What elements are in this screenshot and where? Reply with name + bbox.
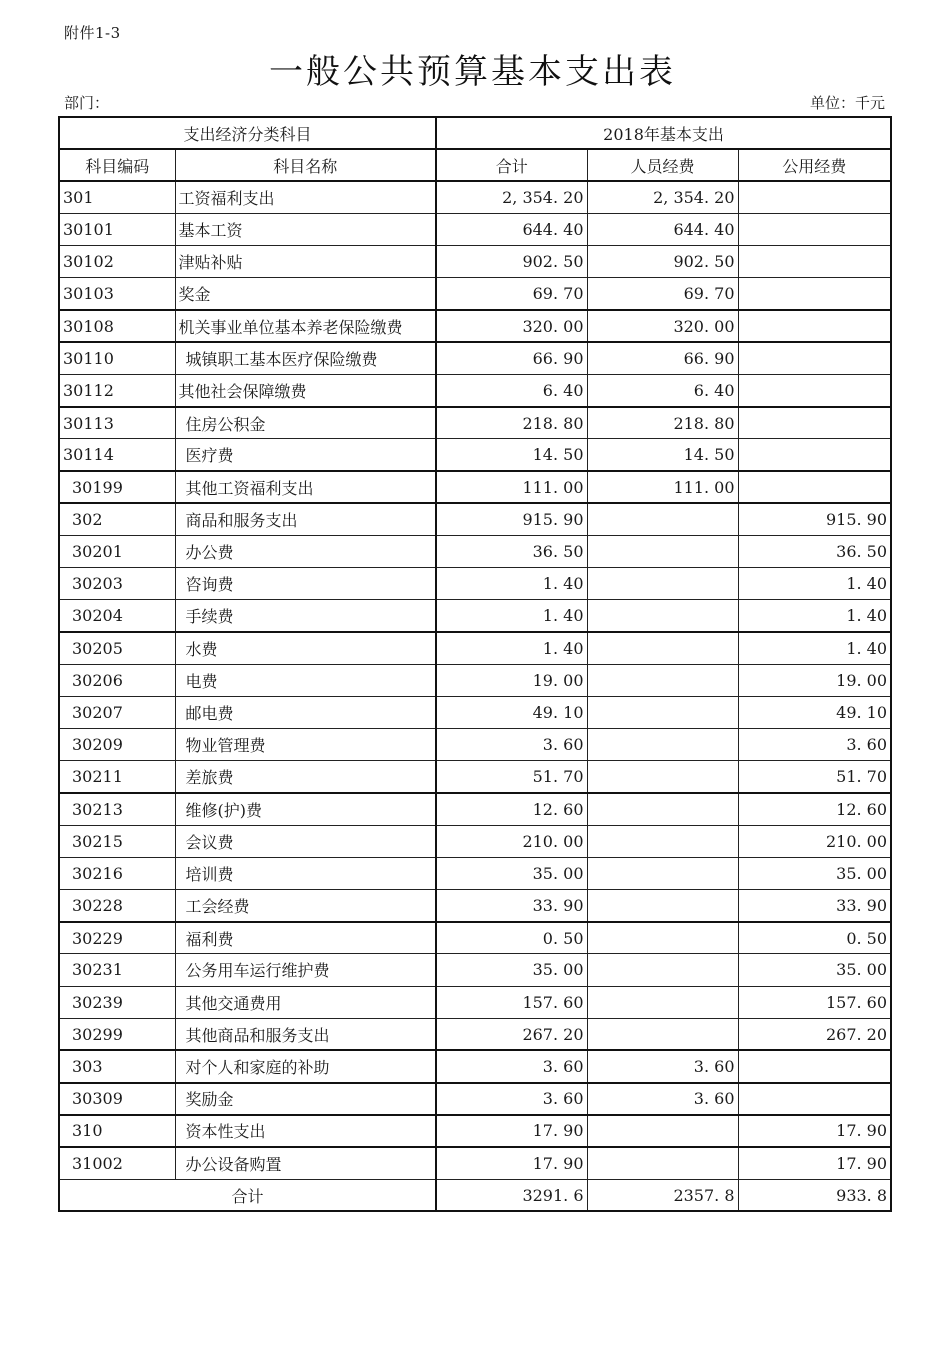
table-row — [59, 954, 891, 986]
cell-code: 301 — [59, 181, 175, 213]
cell-code: 30204 — [59, 600, 175, 632]
cell-public: 36. 50 — [738, 535, 891, 567]
cell-name: 其他商品和服务支出 — [175, 1018, 436, 1050]
cell-personnel: 3. 60 — [587, 1083, 738, 1115]
cell-code: 30101 — [59, 214, 175, 246]
cell-public — [738, 246, 891, 278]
table-row — [59, 857, 891, 889]
table-row — [59, 214, 891, 246]
cell-personnel: 902. 50 — [587, 246, 738, 278]
cell-personnel — [587, 1115, 738, 1147]
column-header-public: 公用经费 — [738, 149, 891, 181]
cell-name: 其他交通费用 — [175, 986, 436, 1018]
cell-total: 6. 40 — [436, 375, 587, 407]
cell-public: 0. 50 — [738, 922, 891, 954]
table-row — [59, 890, 891, 922]
cell-name: 维修(护)费 — [175, 793, 436, 825]
cell-public: 35. 00 — [738, 857, 891, 889]
cell-code: 30299 — [59, 1018, 175, 1050]
cell-code: 31002 — [59, 1147, 175, 1179]
cell-code: 30203 — [59, 568, 175, 600]
table-row — [59, 342, 891, 374]
cell-code: 30205 — [59, 632, 175, 664]
cell-total: 19. 00 — [436, 664, 587, 696]
cell-personnel — [587, 986, 738, 1018]
cell-public: 17. 90 — [738, 1115, 891, 1147]
cell-code: 30228 — [59, 890, 175, 922]
table-row — [59, 568, 891, 600]
table-row — [59, 535, 891, 567]
cell-total: 66. 90 — [436, 342, 587, 374]
cell-personnel — [587, 632, 738, 664]
cell-total: 320. 00 — [436, 310, 587, 342]
cell-name: 机关事业单位基本养老保险缴费 — [175, 310, 436, 342]
cell-code: 30231 — [59, 954, 175, 986]
table-row — [59, 664, 891, 696]
cell-total: 1. 40 — [436, 568, 587, 600]
column-header-personnel: 人员经费 — [587, 149, 738, 181]
cell-public — [738, 181, 891, 213]
table-row — [59, 1050, 891, 1082]
table-row — [59, 375, 891, 407]
cell-name: 会议费 — [175, 825, 436, 857]
cell-personnel: 6. 40 — [587, 375, 738, 407]
cell-total: 644. 40 — [436, 214, 587, 246]
cell-public: 157. 60 — [738, 986, 891, 1018]
budget-table — [58, 116, 892, 1212]
table-row — [59, 986, 891, 1018]
table-row — [59, 793, 891, 825]
cell-total: 157. 60 — [436, 986, 587, 1018]
cell-name: 商品和服务支出 — [175, 503, 436, 535]
cell-public: 12. 60 — [738, 793, 891, 825]
column-header-total: 合计 — [436, 149, 587, 181]
cell-public: 915. 90 — [738, 503, 891, 535]
cell-personnel — [587, 729, 738, 761]
table-row — [59, 407, 891, 439]
cell-total: 33. 90 — [436, 890, 587, 922]
department-label: 部门： — [64, 94, 110, 112]
cell-total: 111. 00 — [436, 471, 587, 503]
cell-personnel — [587, 825, 738, 857]
cell-code: 30211 — [59, 761, 175, 793]
cell-personnel — [587, 568, 738, 600]
cell-personnel — [587, 503, 738, 535]
table-row — [59, 503, 891, 535]
cell-public — [738, 407, 891, 439]
cell-personnel — [587, 890, 738, 922]
total-personnel: 2357. 8 — [587, 1179, 738, 1211]
table-row — [59, 439, 891, 471]
cell-code: 30201 — [59, 535, 175, 567]
cell-public: 267. 20 — [738, 1018, 891, 1050]
table-row — [59, 761, 891, 793]
table-row — [59, 471, 891, 503]
cell-code: 30103 — [59, 278, 175, 310]
cell-name: 对个人和家庭的补助 — [175, 1050, 436, 1082]
group-header-budget: 2018年基本支出 — [436, 117, 891, 149]
cell-total: 3. 60 — [436, 1050, 587, 1082]
cell-code: 30110 — [59, 342, 175, 374]
cell-code: 30213 — [59, 793, 175, 825]
table-row — [59, 696, 891, 728]
cell-name: 其他社会保障缴费 — [175, 375, 436, 407]
cell-public: 19. 00 — [738, 664, 891, 696]
cell-name: 住房公积金 — [175, 407, 436, 439]
cell-total: 902. 50 — [436, 246, 587, 278]
cell-code: 30102 — [59, 246, 175, 278]
table-row — [59, 1115, 891, 1147]
cell-public — [738, 471, 891, 503]
cell-total: 17. 90 — [436, 1115, 587, 1147]
cell-name: 手续费 — [175, 600, 436, 632]
group-header-category: 支出经济分类科目 — [59, 117, 436, 149]
cell-code: 30309 — [59, 1083, 175, 1115]
cell-public: 1. 40 — [738, 632, 891, 664]
cell-total: 69. 70 — [436, 278, 587, 310]
cell-code: 30239 — [59, 986, 175, 1018]
cell-public — [738, 342, 891, 374]
cell-total: 14. 50 — [436, 439, 587, 471]
cell-name: 城镇职工基本医疗保险缴费 — [175, 342, 436, 374]
cell-personnel — [587, 922, 738, 954]
table-row — [59, 922, 891, 954]
cell-name: 电费 — [175, 664, 436, 696]
total-sum: 3291. 6 — [436, 1179, 587, 1211]
cell-personnel — [587, 761, 738, 793]
cell-name: 工会经费 — [175, 890, 436, 922]
cell-code: 302 — [59, 503, 175, 535]
table-row — [59, 729, 891, 761]
cell-public: 3. 60 — [738, 729, 891, 761]
cell-personnel: 66. 90 — [587, 342, 738, 374]
cell-public — [738, 1083, 891, 1115]
cell-personnel — [587, 1018, 738, 1050]
cell-code: 30113 — [59, 407, 175, 439]
table-row — [59, 600, 891, 632]
cell-name: 水费 — [175, 632, 436, 664]
cell-personnel: 69. 70 — [587, 278, 738, 310]
cell-total: 0. 50 — [436, 922, 587, 954]
cell-name: 医疗费 — [175, 439, 436, 471]
column-header-name: 科目名称 — [175, 149, 436, 181]
cell-total: 51. 70 — [436, 761, 587, 793]
attachment-label: 附件1-3 — [64, 24, 121, 42]
table-row — [59, 825, 891, 857]
table-row — [59, 310, 891, 342]
cell-code: 30216 — [59, 857, 175, 889]
cell-public: 17. 90 — [738, 1147, 891, 1179]
cell-code: 30207 — [59, 696, 175, 728]
cell-total: 12. 60 — [436, 793, 587, 825]
cell-name: 咨询费 — [175, 568, 436, 600]
cell-total: 1. 40 — [436, 632, 587, 664]
cell-public: 1. 40 — [738, 568, 891, 600]
cell-total: 49. 10 — [436, 696, 587, 728]
cell-name: 邮电费 — [175, 696, 436, 728]
cell-name: 差旅费 — [175, 761, 436, 793]
cell-total: 267. 20 — [436, 1018, 587, 1050]
cell-personnel — [587, 857, 738, 889]
group-header-row — [59, 117, 891, 149]
cell-public: 33. 90 — [738, 890, 891, 922]
cell-name: 资本性支出 — [175, 1115, 436, 1147]
cell-code: 30209 — [59, 729, 175, 761]
cell-total: 915. 90 — [436, 503, 587, 535]
table-row — [59, 1083, 891, 1115]
table-row — [59, 1018, 891, 1050]
cell-name: 奖励金 — [175, 1083, 436, 1115]
cell-personnel — [587, 600, 738, 632]
cell-personnel: 218. 80 — [587, 407, 738, 439]
cell-name: 其他工资福利支出 — [175, 471, 436, 503]
cell-personnel — [587, 696, 738, 728]
column-header-code: 科目编码 — [59, 149, 175, 181]
cell-code: 30215 — [59, 825, 175, 857]
table-row — [59, 278, 891, 310]
cell-public: 51. 70 — [738, 761, 891, 793]
cell-name: 公务用车运行维护费 — [175, 954, 436, 986]
total-public: 933. 8 — [738, 1179, 891, 1211]
cell-name: 培训费 — [175, 857, 436, 889]
cell-name: 基本工资 — [175, 214, 436, 246]
cell-personnel — [587, 664, 738, 696]
cell-code: 30112 — [59, 375, 175, 407]
cell-name: 福利费 — [175, 922, 436, 954]
table-row — [59, 1147, 891, 1179]
cell-code: 30229 — [59, 922, 175, 954]
unit-label: 单位：千元 — [809, 94, 885, 112]
cell-public: 35. 00 — [738, 954, 891, 986]
cell-code: 310 — [59, 1115, 175, 1147]
cell-total: 210. 00 — [436, 825, 587, 857]
cell-total: 36. 50 — [436, 535, 587, 567]
cell-personnel: 320. 00 — [587, 310, 738, 342]
cell-total: 35. 00 — [436, 954, 587, 986]
cell-public — [738, 1050, 891, 1082]
table-row — [59, 246, 891, 278]
cell-name: 工资福利支出 — [175, 181, 436, 213]
cell-public — [738, 310, 891, 342]
cell-public — [738, 214, 891, 246]
cell-code: 30108 — [59, 310, 175, 342]
cell-name: 奖金 — [175, 278, 436, 310]
cell-total: 1. 40 — [436, 600, 587, 632]
cell-code: 303 — [59, 1050, 175, 1082]
cell-total: 2, 354. 20 — [436, 181, 587, 213]
cell-name: 津贴补贴 — [175, 246, 436, 278]
cell-personnel: 111. 00 — [587, 471, 738, 503]
table-row — [59, 632, 891, 664]
cell-public — [738, 278, 891, 310]
cell-code: 30199 — [59, 471, 175, 503]
cell-total: 218. 80 — [436, 407, 587, 439]
cell-total: 3. 60 — [436, 1083, 587, 1115]
cell-public — [738, 375, 891, 407]
cell-public — [738, 439, 891, 471]
cell-public: 49. 10 — [738, 696, 891, 728]
column-header-row — [59, 149, 891, 181]
cell-name: 办公费 — [175, 535, 436, 567]
cell-public: 1. 40 — [738, 600, 891, 632]
cell-total: 3. 60 — [436, 729, 587, 761]
total-label: 合计 — [59, 1179, 436, 1211]
cell-personnel — [587, 1147, 738, 1179]
total-row — [59, 1179, 891, 1211]
cell-personnel: 14. 50 — [587, 439, 738, 471]
cell-total: 17. 90 — [436, 1147, 587, 1179]
cell-personnel — [587, 954, 738, 986]
cell-personnel: 2, 354. 20 — [587, 181, 738, 213]
cell-name: 办公设备购置 — [175, 1147, 436, 1179]
cell-public: 210. 00 — [738, 825, 891, 857]
cell-code: 30206 — [59, 664, 175, 696]
cell-total: 35. 00 — [436, 857, 587, 889]
page-title: 一般公共预算基本支出表 — [269, 52, 676, 92]
cell-personnel: 644. 40 — [587, 214, 738, 246]
table-row — [59, 181, 891, 213]
cell-name: 物业管理费 — [175, 729, 436, 761]
cell-code: 30114 — [59, 439, 175, 471]
cell-personnel — [587, 793, 738, 825]
cell-personnel: 3. 60 — [587, 1050, 738, 1082]
cell-personnel — [587, 535, 738, 567]
